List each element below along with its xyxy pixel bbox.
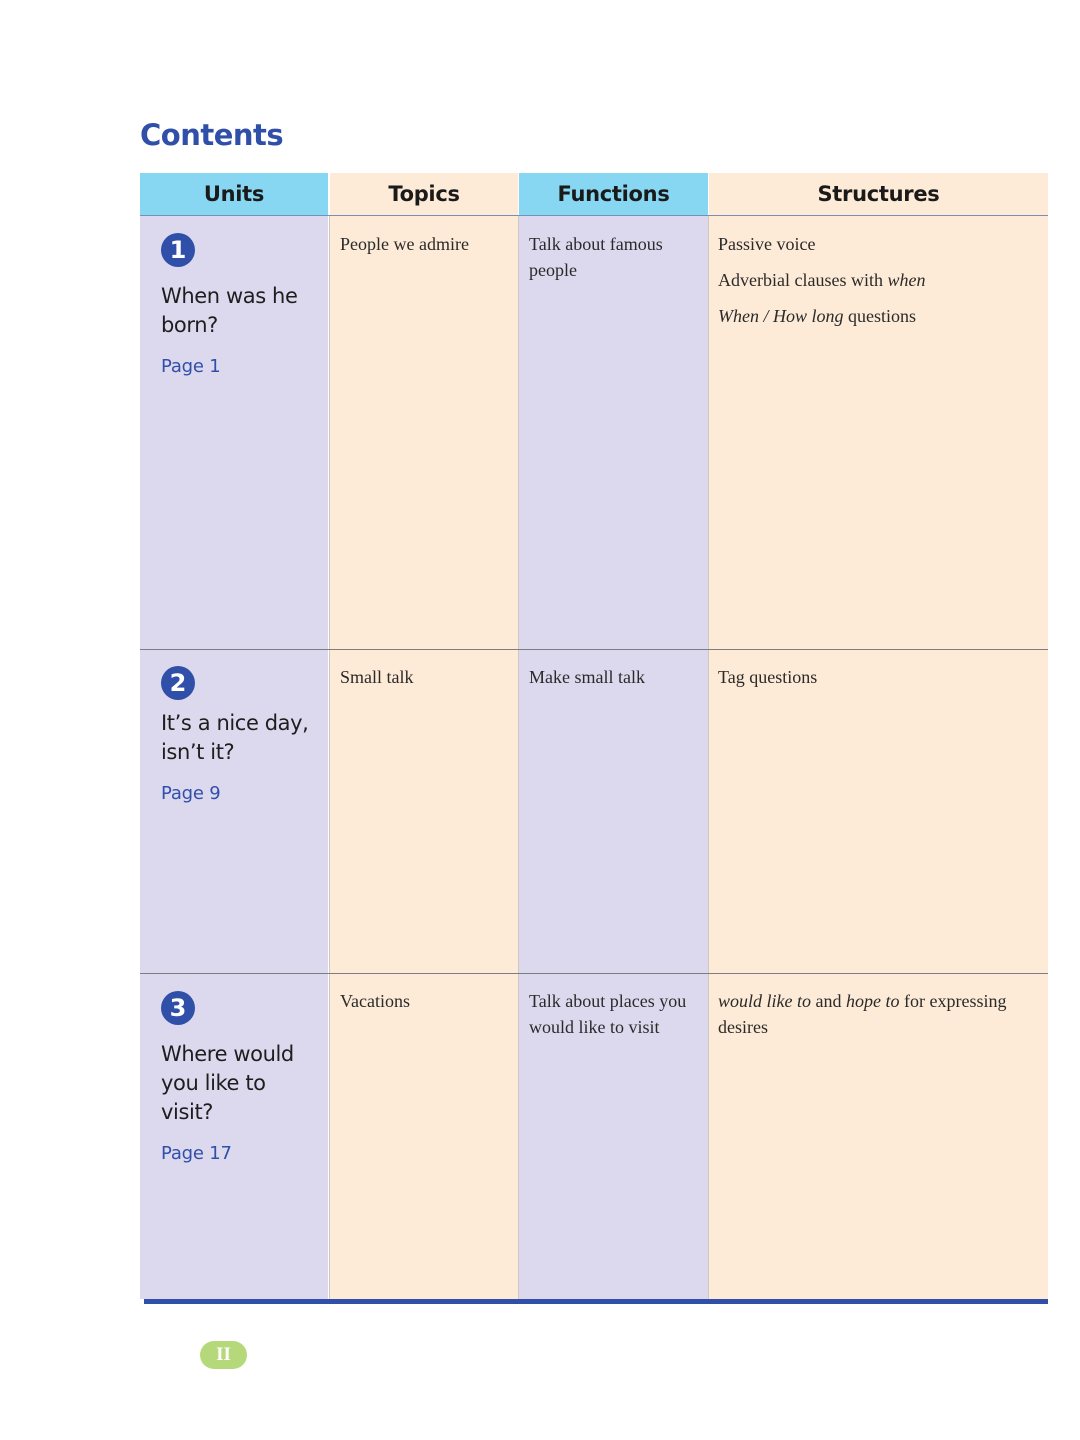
- header-structures: Structures: [817, 182, 940, 206]
- unit-page-link[interactable]: Page 9: [161, 783, 221, 804]
- unit-topic: People we admire: [340, 234, 469, 254]
- unit-title: When was he born?: [161, 284, 298, 337]
- page-number-badge: II: [200, 1341, 247, 1369]
- structure-item: Passive voice: [718, 234, 816, 254]
- header-functions: Functions: [519, 173, 708, 216]
- row-divider: [140, 973, 1048, 974]
- structure-item: When / How long questions: [718, 306, 917, 326]
- unit-structures: [718, 988, 1038, 1050]
- unit-function: Talk about famous people: [529, 234, 663, 280]
- table-bottom-rule: [144, 1299, 1048, 1304]
- unit-topic: Small talk: [340, 667, 414, 687]
- header-units: Units: [140, 173, 328, 216]
- topics-column: [330, 173, 518, 1299]
- structure-item: Adverbial clauses with when: [718, 270, 926, 290]
- structure-item: would like to and hope to for expressing desires: [718, 991, 1007, 1037]
- unit-function: Talk about places you would like to visit: [529, 991, 687, 1037]
- header-topics: Topics: [388, 182, 460, 206]
- unit-structures: [718, 664, 1038, 700]
- unit-function: Make small talk: [529, 667, 645, 687]
- unit-number-badge: 1: [161, 233, 195, 267]
- column-divider: [708, 216, 709, 1299]
- unit-topic: Vacations: [340, 991, 410, 1011]
- unit-page-link[interactable]: Page 1: [161, 356, 221, 377]
- header-divider: [140, 215, 1048, 216]
- page-title: Contents: [140, 118, 284, 152]
- row-divider: [140, 649, 1048, 650]
- unit-structures: [718, 231, 1038, 339]
- column-divider: [518, 216, 519, 1299]
- structures-column: [709, 173, 1048, 1299]
- unit-title: Where would you like to visit?: [161, 1042, 294, 1124]
- unit-number-badge: 2: [161, 666, 195, 700]
- unit-page-link[interactable]: Page 17: [161, 1143, 232, 1164]
- column-divider: [329, 216, 330, 1299]
- unit-number-badge: 3: [161, 991, 195, 1025]
- functions-column: [519, 173, 708, 1299]
- unit-title: It’s a nice day, isn’t it?: [161, 711, 309, 764]
- structure-item: Tag questions: [718, 667, 818, 687]
